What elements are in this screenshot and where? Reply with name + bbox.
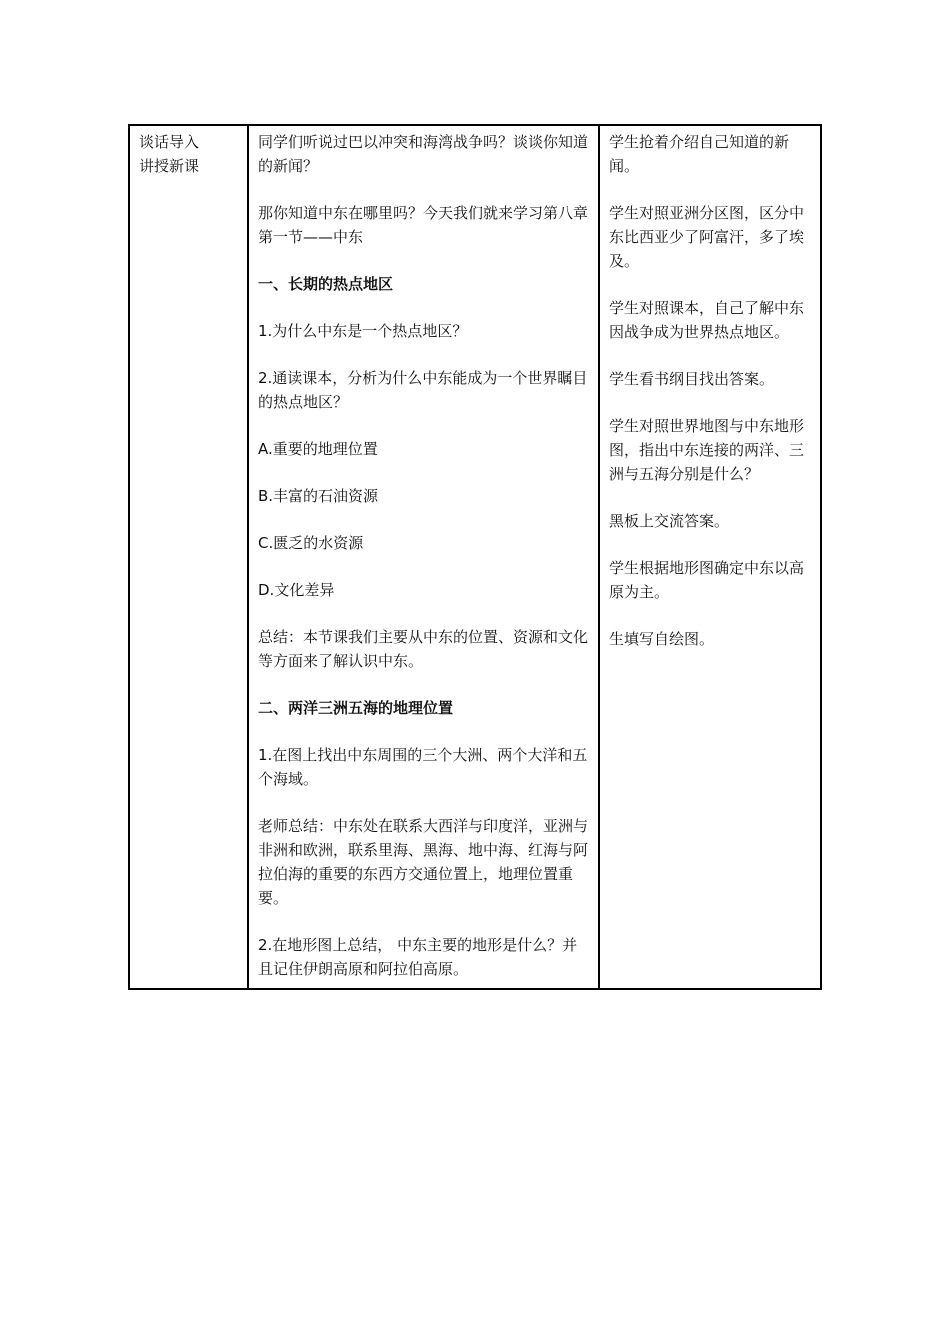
student-paragraph: 学生对照课本，自己了解中东因战争成为世界热点地区。: [609, 299, 805, 341]
teacher-paragraph: 那你知道中东在哪里吗？今天我们就来学习第八章第一节——中东: [258, 204, 589, 246]
stage-label: 谈话导入: [139, 133, 200, 151]
section-heading: 二、两洋三洲五海的地理位置: [258, 699, 454, 717]
student-paragraph: 学生对照亚洲分区图，区分中东比西亚少了阿富汗，多了埃及。: [609, 204, 805, 270]
teacher-paragraph: 同学们听说过巴以冲突和海湾战争吗？谈谈你知道的新闻？: [258, 133, 589, 175]
teacher-paragraph: 2.在地形图上总结， 中东主要的地形是什么？并且记住伊朗高原和阿拉伯高原。: [258, 936, 578, 978]
teacher-paragraph: 老师总结：中东处在联系大西洋与印度洋，亚洲与非洲和欧洲，联系里海、黑海、地中海、红海与阿拉伯海的重要的东西方交通位置上，地理位置重要。: [258, 817, 589, 907]
student-paragraph: 学生对照世界地图与中东地形图，指出中东连接的两洋、三洲与五海分别是什么？: [609, 417, 805, 483]
option-item: A.重要的地理位置: [258, 440, 378, 458]
option-item: C.匮乏的水资源: [258, 534, 364, 552]
student-paragraph: 学生抢着介绍自己知道的新闻。: [609, 133, 790, 175]
student-paragraph: 学生根据地形图确定中东以高原为主。: [609, 559, 805, 601]
option-item: D.文化差异: [258, 581, 335, 599]
student-paragraph: 生填写自绘图。: [609, 630, 715, 648]
student-paragraph: 黑板上交流答案。: [609, 512, 730, 530]
section-heading: 一、长期的热点地区: [258, 275, 394, 293]
student-activity-column: [598, 126, 820, 988]
stage-label: 讲授新课: [139, 157, 200, 175]
stage-label-column: [130, 126, 247, 988]
student-paragraph: 学生看书纲目找出答案。: [609, 370, 775, 388]
teacher-paragraph: 1.在图上找出中东周围的三个大洲、两个大洋和五个海域。: [258, 746, 588, 788]
option-item: B.丰富的石油资源: [258, 487, 379, 505]
teacher-paragraph: 总结：本节课我们主要从中东的位置、资源和文化等方面来了解认识中东。: [258, 628, 589, 670]
lesson-plan-table: [128, 124, 822, 990]
teacher-paragraph: 2.通读课本，分析为什么中东能成为一个世界瞩目的热点地区？: [258, 369, 588, 411]
teacher-activity-column: [247, 126, 598, 988]
teacher-paragraph: 1.为什么中东是一个热点地区？: [258, 322, 468, 340]
